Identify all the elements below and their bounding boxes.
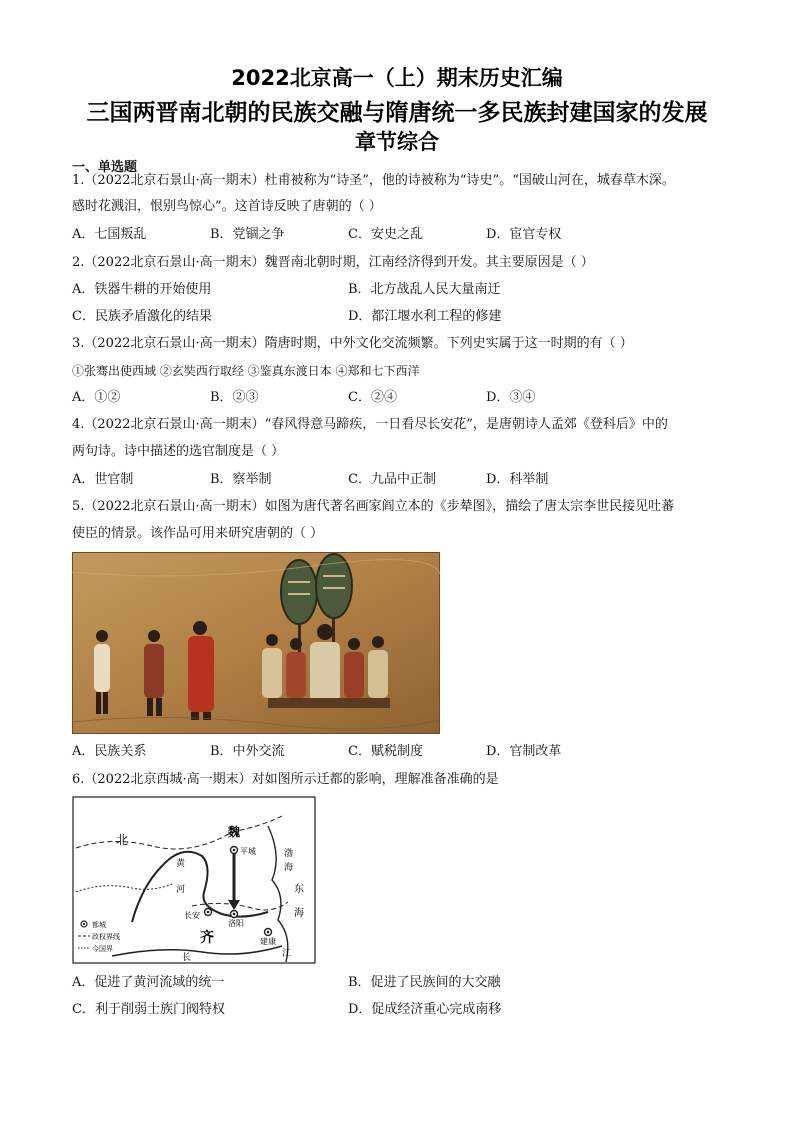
map-label-wei: 魏	[228, 825, 241, 839]
page-subtitle: 三国两晋南北朝的民族交融与隋唐统一多民族封建国家的发展	[86, 100, 708, 126]
question-5-option-b[interactable]: B．中外交流	[210, 744, 285, 759]
question-2-option-c[interactable]: C．民族矛盾激化的结果	[72, 309, 212, 324]
painting-illustration	[72, 552, 440, 734]
question-6-stem: 6.（2022北京西城·高一期末）对如图所示迁都的影响，理解准备准确的是	[72, 772, 499, 787]
question-1-stem-2: 感时花溅泪，恨别鸟惊心”。这首诗反映了唐朝的（ ）	[72, 199, 382, 214]
map-label-chang: 长	[182, 953, 192, 963]
bunian-painting-image	[72, 552, 440, 734]
question-4-stem: 4.（2022北京石景山·高一期末）“春风得意马蹄疾，一日看尽长安花”，是唐朝诗人孟郊《登科后》中的	[72, 417, 668, 432]
legend-modern-border: 今国界	[92, 945, 113, 953]
map-label-huang: 黄	[176, 859, 186, 869]
question-4-option-d[interactable]: D．科举制	[486, 472, 549, 487]
question-4-option-c[interactable]: C．九品中正制	[348, 472, 436, 487]
map-label-pingcheng: 平城	[240, 847, 256, 856]
map-label-chang-an: 长安	[184, 911, 200, 920]
question-4-option-a[interactable]: A．世官制	[72, 472, 134, 487]
page-subtitle-2: 章节综合	[355, 130, 439, 154]
section-heading: 一、单选题	[72, 160, 138, 175]
map-label-jiang: 江	[282, 949, 292, 959]
map-illustration	[72, 796, 316, 964]
question-3-statements: ①张骞出使西域 ②玄奘西行取经 ③鉴真东渡日本 ④郑和七下西洋	[72, 364, 420, 378]
question-5-stem: 5.（2022北京石景山·高一期末）如图为唐代著名画家阎立本的《步辇图》，描绘了唐太宗李世民接见吐蕃	[72, 499, 675, 514]
question-6-option-a[interactable]: A．促进了黄河流域的统一	[72, 975, 225, 990]
question-2-option-a[interactable]: A．铁器牛耕的开始使用	[72, 282, 212, 297]
map-label-bei: 北	[116, 833, 129, 847]
question-1-option-d[interactable]: D．宦官专权	[486, 227, 562, 242]
map-label-he: 河	[176, 885, 186, 895]
question-3-option-c[interactable]: C．②④	[348, 390, 397, 405]
map-label-jiankang: 建康	[260, 937, 276, 946]
map-label-qi: 齐	[200, 930, 214, 946]
question-5-option-c[interactable]: C．赋税制度	[348, 744, 423, 759]
question-3-option-a[interactable]: A．①②	[72, 390, 121, 405]
page-title: 2022北京高一（上）期末历史汇编	[231, 66, 563, 90]
question-1-stem: 1.（2022北京石景山·高一期末）杜甫被称为“诗圣”，他的诗被称为“诗史”。“国破山河在，城春草木深。	[72, 173, 675, 188]
question-5-option-a[interactable]: A．民族关系	[72, 744, 147, 759]
map-label-bohai-2: 海	[284, 863, 294, 873]
question-1-option-b[interactable]: B．党锢之争	[210, 227, 285, 242]
map-label-bohai-1: 渤	[284, 849, 294, 859]
question-5-stem-2: 使臣的情景。该作品可用来研究唐朝的（ ）	[72, 526, 324, 541]
capital-relocation-map	[72, 796, 316, 964]
question-2-stem: 2.（2022北京石景山·高一期末）魏晋南北朝时期，江南经济得到开发。其主要原因是（ ）	[72, 255, 594, 270]
question-3-option-b[interactable]: B．②③	[210, 390, 259, 405]
map-label-luoyang: 洛阳	[228, 919, 244, 928]
question-3-option-d[interactable]: D．③④	[486, 390, 536, 405]
question-3-stem: 3.（2022北京石景山·高一期末）隋唐时期，中外文化交流频繁。下列史实属于这一时期的有（ ）	[72, 336, 633, 351]
legend-regime-border: 政权界线	[92, 933, 120, 941]
map-label-donghai-2: 海	[294, 908, 304, 919]
question-6-option-b[interactable]: B．促进了民族间的大交融	[348, 975, 501, 990]
question-5-option-d[interactable]: D．官制改革	[486, 744, 562, 759]
question-6-option-d[interactable]: D．促成经济重心完成南移	[348, 1002, 502, 1017]
map-label-donghai-1: 东	[294, 884, 304, 895]
question-6-option-c[interactable]: C．利于削弱士族门阀特权	[72, 1002, 225, 1017]
question-1-option-c[interactable]: C．安史之乱	[348, 227, 423, 242]
question-4-stem-2: 两句诗。诗中描述的选官制度是（ ）	[72, 444, 285, 459]
question-1-option-a[interactable]: A．七国叛乱	[72, 227, 147, 242]
legend-capital: 都城	[92, 921, 106, 929]
question-2-option-b[interactable]: B．北方战乱人民大量南迁	[348, 282, 501, 297]
question-2-option-d[interactable]: D．都江堰水利工程的修建	[348, 309, 502, 324]
question-4-option-b[interactable]: B．察举制	[210, 472, 272, 487]
